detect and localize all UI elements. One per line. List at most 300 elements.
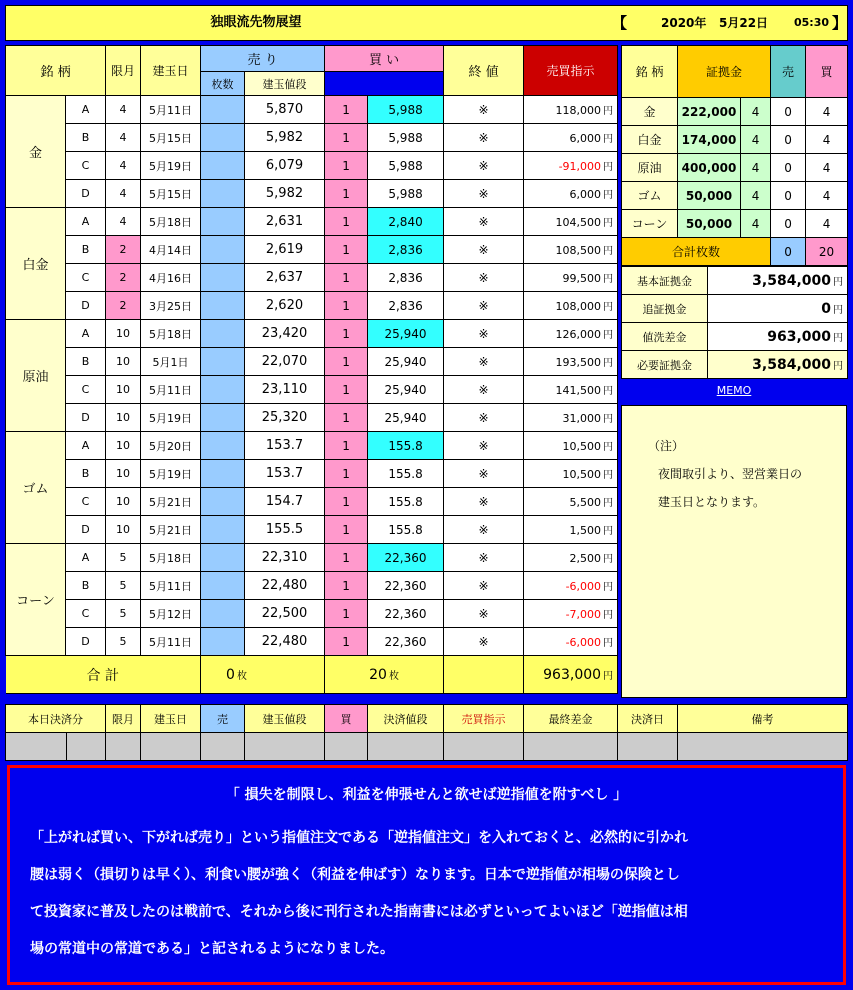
row-month: 4 (106, 180, 141, 208)
settle-header-date2: 決済日 (618, 705, 678, 733)
table-row (6, 208, 618, 236)
row-buy-qty: 1 (325, 516, 368, 544)
side-brand: ゴム (622, 182, 678, 210)
yen-unit: 円 (603, 302, 614, 313)
row-diff (524, 180, 618, 208)
row-close: 155.8 (368, 460, 444, 488)
row-signal: ※ (444, 376, 524, 404)
row-key: D (66, 292, 106, 320)
row-buy-qty: 1 (325, 488, 368, 516)
brand-name: 原油 (6, 320, 66, 432)
row-close: 22,360 (368, 544, 444, 572)
settle-header-month: 限月 (106, 705, 141, 733)
yen-unit: 円 (833, 332, 843, 344)
summary-value-cell (708, 295, 848, 323)
row-price: 5,982 (245, 180, 325, 208)
row-sell-qty (201, 432, 245, 460)
settle-cell (368, 733, 444, 761)
side-buy: 4 (806, 126, 848, 154)
yen-unit: 円 (603, 134, 614, 145)
row-sell-qty (201, 152, 245, 180)
summary-label: 基本証拠金 (622, 267, 708, 295)
side-buy: 4 (806, 98, 848, 126)
row-key: B (66, 236, 106, 264)
row-key: B (66, 460, 106, 488)
total-unit: 枚 (236, 670, 247, 682)
yen-unit: 円 (603, 358, 614, 369)
side-qty: 4 (741, 126, 771, 154)
row-diff (524, 320, 618, 348)
row-buy-qty: 1 (325, 320, 368, 348)
row-diff (524, 572, 618, 600)
brand-name: 白金 (6, 208, 66, 320)
table-row (6, 628, 618, 656)
side-sell: 0 (771, 98, 806, 126)
row-diff (524, 544, 618, 572)
yen-unit: 円 (603, 274, 614, 285)
row-month: 2 (106, 264, 141, 292)
row-key: D (66, 404, 106, 432)
settle-header-settle-price: 決済値段 (368, 705, 444, 733)
row-diff-value: 108,500 (555, 244, 602, 257)
row-close: 22,360 (368, 600, 444, 628)
row-signal: ※ (444, 124, 524, 152)
side-row (622, 98, 848, 126)
settle-cell (141, 733, 201, 761)
settle-cell (678, 733, 848, 761)
summary-table (621, 266, 848, 379)
table-row (6, 432, 618, 460)
row-month: 5 (106, 600, 141, 628)
date-time: 05:30 (794, 16, 830, 29)
row-sell-qty (201, 404, 245, 432)
row-date: 5月12日 (141, 600, 201, 628)
memo-line-3: 建玉日となります。 (658, 495, 766, 509)
row-price: 153.7 (245, 460, 325, 488)
row-signal: ※ (444, 572, 524, 600)
row-month: 10 (106, 432, 141, 460)
table-row (6, 264, 618, 292)
header-brand: 銘 柄 (6, 46, 106, 96)
row-signal: ※ (444, 516, 524, 544)
row-buy-qty: 1 (325, 432, 368, 460)
settle-cell (67, 733, 106, 761)
summary-label: 追証拠金 (622, 295, 708, 323)
date-day: 5月22日 (719, 16, 769, 30)
row-price: 154.7 (245, 488, 325, 516)
side-row (622, 182, 848, 210)
summary-value-cell (708, 323, 848, 351)
header-signal: 売買指示 (524, 46, 618, 96)
note-line-1: 「上がれば買い、下がれば売り」という指値注文である「逆指値注文」を入れておくと、必然的に引かれ (30, 830, 688, 846)
row-price: 5,982 (245, 124, 325, 152)
summary-label: 値洗差金 (622, 323, 708, 351)
row-month: 4 (106, 152, 141, 180)
yen-unit: 円 (603, 670, 614, 682)
row-month: 10 (106, 376, 141, 404)
side-margin: 50,000 (678, 182, 741, 210)
row-price: 22,480 (245, 628, 325, 656)
row-diff-value: 10,500 (562, 468, 602, 481)
row-date: 5月1日 (141, 348, 201, 376)
row-key: D (66, 628, 106, 656)
row-sell-qty (201, 460, 245, 488)
yen-unit: 円 (603, 330, 614, 341)
positions-table (5, 45, 618, 694)
row-date: 5月15日 (141, 124, 201, 152)
header-close: 終 値 (444, 46, 524, 96)
side-brand: 原油 (622, 154, 678, 182)
row-price: 22,480 (245, 572, 325, 600)
row-buy-qty: 1 (325, 460, 368, 488)
row-month: 10 (106, 488, 141, 516)
side-buy: 4 (806, 154, 848, 182)
side-row (622, 154, 848, 182)
settle-cell (524, 733, 618, 761)
memo-line-1: （注） (648, 439, 685, 453)
row-signal: ※ (444, 180, 524, 208)
row-date: 5月15日 (141, 180, 201, 208)
table-row (6, 376, 618, 404)
side-sell: 0 (771, 126, 806, 154)
row-price: 155.5 (245, 516, 325, 544)
settle-cell (245, 733, 325, 761)
row-date: 5月18日 (141, 544, 201, 572)
row-diff-value: 193,500 (555, 356, 602, 369)
side-header-sell: 売 (771, 46, 806, 98)
side-brand: 金 (622, 98, 678, 126)
side-total-row (622, 238, 848, 266)
row-sell-qty (201, 180, 245, 208)
row-signal: ※ (444, 152, 524, 180)
row-sell-qty (201, 320, 245, 348)
row-sell-qty (201, 376, 245, 404)
summary-row (622, 351, 848, 379)
row-close: 22,360 (368, 628, 444, 656)
row-date: 5月21日 (141, 516, 201, 544)
row-diff (524, 292, 618, 320)
row-close: 25,940 (368, 376, 444, 404)
row-close: 25,940 (368, 320, 444, 348)
row-date: 5月11日 (141, 96, 201, 124)
row-buy-qty: 1 (325, 600, 368, 628)
row-buy-qty: 1 (325, 180, 368, 208)
yen-unit: 円 (603, 526, 614, 537)
yen-unit: 円 (603, 442, 614, 453)
row-date: 5月11日 (141, 628, 201, 656)
row-diff-value: 99,500 (562, 272, 602, 285)
row-diff-value: -91,000 (558, 160, 602, 173)
header-date: 建玉日 (141, 46, 201, 96)
total-diff: 963,000 (543, 666, 602, 683)
total-diff-cell (524, 656, 618, 694)
row-buy-qty: 1 (325, 572, 368, 600)
row-signal: ※ (444, 236, 524, 264)
row-key: A (66, 96, 106, 124)
settle-cell (325, 733, 368, 761)
yen-unit: 円 (603, 162, 614, 173)
row-date: 4月14日 (141, 236, 201, 264)
memo-panel (621, 405, 847, 698)
total-row (6, 656, 618, 694)
brand-name: 金 (6, 96, 66, 208)
row-signal: ※ (444, 320, 524, 348)
row-key: C (66, 264, 106, 292)
row-price: 22,310 (245, 544, 325, 572)
row-sell-qty (201, 572, 245, 600)
side-qty: 4 (741, 154, 771, 182)
row-key: A (66, 320, 106, 348)
summary-label: 必要証拠金 (622, 351, 708, 379)
total-sell: 0 (226, 666, 235, 683)
row-price: 5,870 (245, 96, 325, 124)
date-open-bracket: 【 (612, 14, 628, 32)
row-signal: ※ (444, 96, 524, 124)
row-diff (524, 460, 618, 488)
note-panel (7, 765, 846, 985)
row-diff (524, 404, 618, 432)
header-buy: 買 い (325, 46, 444, 72)
row-signal: ※ (444, 264, 524, 292)
row-key: B (66, 124, 106, 152)
note-body (30, 820, 830, 968)
row-sell-qty (201, 628, 245, 656)
row-sell-qty (201, 516, 245, 544)
row-date: 5月21日 (141, 488, 201, 516)
summary-value-cell (708, 351, 848, 379)
total-unit: 枚 (388, 670, 399, 682)
row-sell-qty (201, 292, 245, 320)
row-month: 10 (106, 404, 141, 432)
yen-unit: 円 (603, 554, 614, 565)
side-buy: 4 (806, 210, 848, 238)
table-row (6, 152, 618, 180)
row-diff-value: 6,000 (569, 188, 602, 201)
row-diff (524, 96, 618, 124)
row-diff-value: 6,000 (569, 132, 602, 145)
row-buy-qty: 1 (325, 152, 368, 180)
header-price: 建玉値段 (245, 72, 325, 96)
row-month: 4 (106, 96, 141, 124)
row-diff-value: 10,500 (562, 440, 602, 453)
row-buy-qty: 1 (325, 208, 368, 236)
row-date: 4月16日 (141, 264, 201, 292)
row-sell-qty (201, 96, 245, 124)
total-blank (444, 656, 524, 694)
settle-cell (444, 733, 524, 761)
row-signal: ※ (444, 432, 524, 460)
row-diff-value: 141,500 (555, 384, 602, 397)
yen-unit: 円 (603, 414, 614, 425)
row-diff (524, 264, 618, 292)
settle-cell (106, 733, 141, 761)
settle-header-note: 備考 (678, 705, 848, 733)
date-year: 2020年 (661, 16, 707, 30)
summary-value: 963,000 (767, 328, 831, 345)
settle-header-sell: 売 (201, 705, 245, 733)
row-key: C (66, 600, 106, 628)
table-row (6, 572, 618, 600)
row-price: 23,110 (245, 376, 325, 404)
side-header-brand: 銘 柄 (622, 46, 678, 98)
row-month: 10 (106, 348, 141, 376)
table-row (6, 404, 618, 432)
settle-header-today: 本日決済分 (6, 705, 106, 733)
row-month: 5 (106, 544, 141, 572)
summary-value: 3,584,000 (752, 272, 831, 289)
table-row (6, 488, 618, 516)
side-margin: 50,000 (678, 210, 741, 238)
row-buy-qty: 1 (325, 348, 368, 376)
settle-cell (201, 733, 245, 761)
row-buy-qty: 1 (325, 124, 368, 152)
row-signal: ※ (444, 292, 524, 320)
row-price: 6,079 (245, 152, 325, 180)
row-month: 4 (106, 124, 141, 152)
row-sell-qty (201, 488, 245, 516)
row-close: 5,988 (368, 96, 444, 124)
table-row (6, 236, 618, 264)
row-date: 5月19日 (141, 404, 201, 432)
note-line-2: 腰は弱く（損切りは早く）、利食い腰が強く（利益を伸ばす）なります。日本で逆指値が相場の保険とし (30, 867, 680, 883)
row-diff (524, 376, 618, 404)
row-date: 5月11日 (141, 572, 201, 600)
row-diff (524, 348, 618, 376)
row-key: D (66, 516, 106, 544)
settlement-table (5, 704, 848, 761)
row-signal: ※ (444, 404, 524, 432)
row-close: 22,360 (368, 572, 444, 600)
side-sell: 0 (771, 210, 806, 238)
row-diff (524, 236, 618, 264)
row-key: A (66, 208, 106, 236)
row-sell-qty (201, 124, 245, 152)
summary-value: 3,584,000 (752, 356, 831, 373)
yen-unit: 円 (603, 610, 614, 621)
row-diff-value: -6,000 (565, 636, 602, 649)
summary-row (622, 323, 848, 351)
row-date: 5月20日 (141, 432, 201, 460)
row-close: 155.8 (368, 516, 444, 544)
row-close: 25,940 (368, 348, 444, 376)
side-margin: 222,000 (678, 98, 741, 126)
settle-header-price: 建玉値段 (245, 705, 325, 733)
side-total-sell: 0 (771, 238, 806, 266)
row-signal: ※ (444, 460, 524, 488)
memo-title: MEMO (716, 384, 752, 397)
side-total-label: 合計枚数 (622, 238, 771, 266)
row-key: C (66, 488, 106, 516)
row-signal: ※ (444, 600, 524, 628)
summary-row (622, 267, 848, 295)
row-signal: ※ (444, 488, 524, 516)
row-close: 5,988 (368, 152, 444, 180)
row-diff-value: -7,000 (565, 608, 602, 621)
row-date: 5月19日 (141, 460, 201, 488)
table-row (6, 180, 618, 208)
summary-value: 0 (821, 300, 831, 317)
row-key: B (66, 572, 106, 600)
row-buy-qty: 1 (325, 236, 368, 264)
row-month: 2 (106, 236, 141, 264)
row-price: 23,420 (245, 320, 325, 348)
row-month: 4 (106, 208, 141, 236)
note-line-4: 場の常道中の常道である」と記されるようになりました。 (30, 941, 394, 957)
yen-unit: 円 (603, 246, 614, 257)
date-close-bracket: 】 (832, 14, 848, 32)
row-buy-qty: 1 (325, 376, 368, 404)
side-total-buy: 20 (806, 238, 848, 266)
row-month: 5 (106, 628, 141, 656)
row-key: B (66, 348, 106, 376)
side-brand: 白金 (622, 126, 678, 154)
row-close: 155.8 (368, 488, 444, 516)
row-diff (524, 152, 618, 180)
row-diff (524, 516, 618, 544)
table-row (6, 292, 618, 320)
row-date: 5月18日 (141, 208, 201, 236)
row-date: 5月19日 (141, 152, 201, 180)
side-header-margin: 証拠金 (678, 46, 771, 98)
table-row (6, 600, 618, 628)
row-month: 5 (106, 572, 141, 600)
row-buy-qty: 1 (325, 544, 368, 572)
row-diff (524, 124, 618, 152)
side-margin: 400,000 (678, 154, 741, 182)
settle-header-final: 最終差金 (524, 705, 618, 733)
yen-unit: 円 (603, 470, 614, 481)
row-buy-qty: 1 (325, 264, 368, 292)
total-buy-cell (325, 656, 444, 694)
row-diff-value: 31,000 (562, 412, 602, 425)
row-close: 2,836 (368, 292, 444, 320)
row-buy-qty: 1 (325, 404, 368, 432)
row-diff-value: -6,000 (565, 580, 602, 593)
row-close: 2,836 (368, 236, 444, 264)
note-heading: 「 損失を制限し、利益を伸張せんと欲せば逆指値を附すべし 」 (225, 787, 628, 803)
row-key: A (66, 432, 106, 460)
header-sell: 売 り (201, 46, 325, 72)
margin-table (621, 45, 848, 266)
row-diff (524, 600, 618, 628)
row-diff (524, 208, 618, 236)
row-diff-value: 118,000 (555, 104, 602, 117)
row-sell-qty (201, 264, 245, 292)
row-date: 5月18日 (141, 320, 201, 348)
side-qty: 4 (741, 210, 771, 238)
row-close: 25,940 (368, 404, 444, 432)
row-diff-value: 126,000 (555, 328, 602, 341)
row-price: 153.7 (245, 432, 325, 460)
row-diff (524, 432, 618, 460)
row-diff-value: 1,500 (569, 524, 602, 537)
yen-unit: 円 (603, 386, 614, 397)
row-buy-qty: 1 (325, 628, 368, 656)
side-margin: 174,000 (678, 126, 741, 154)
side-qty: 4 (741, 182, 771, 210)
header-month: 限月 (106, 46, 141, 96)
yen-unit: 円 (603, 638, 614, 649)
row-price: 2,631 (245, 208, 325, 236)
row-price: 2,620 (245, 292, 325, 320)
settle-cell (618, 733, 678, 761)
row-close: 155.8 (368, 432, 444, 460)
row-diff-value: 108,000 (555, 300, 602, 313)
page-title: 独眼流先物展望 (210, 15, 302, 30)
settle-header-date: 建玉日 (141, 705, 201, 733)
row-price: 2,619 (245, 236, 325, 264)
row-sell-qty (201, 600, 245, 628)
